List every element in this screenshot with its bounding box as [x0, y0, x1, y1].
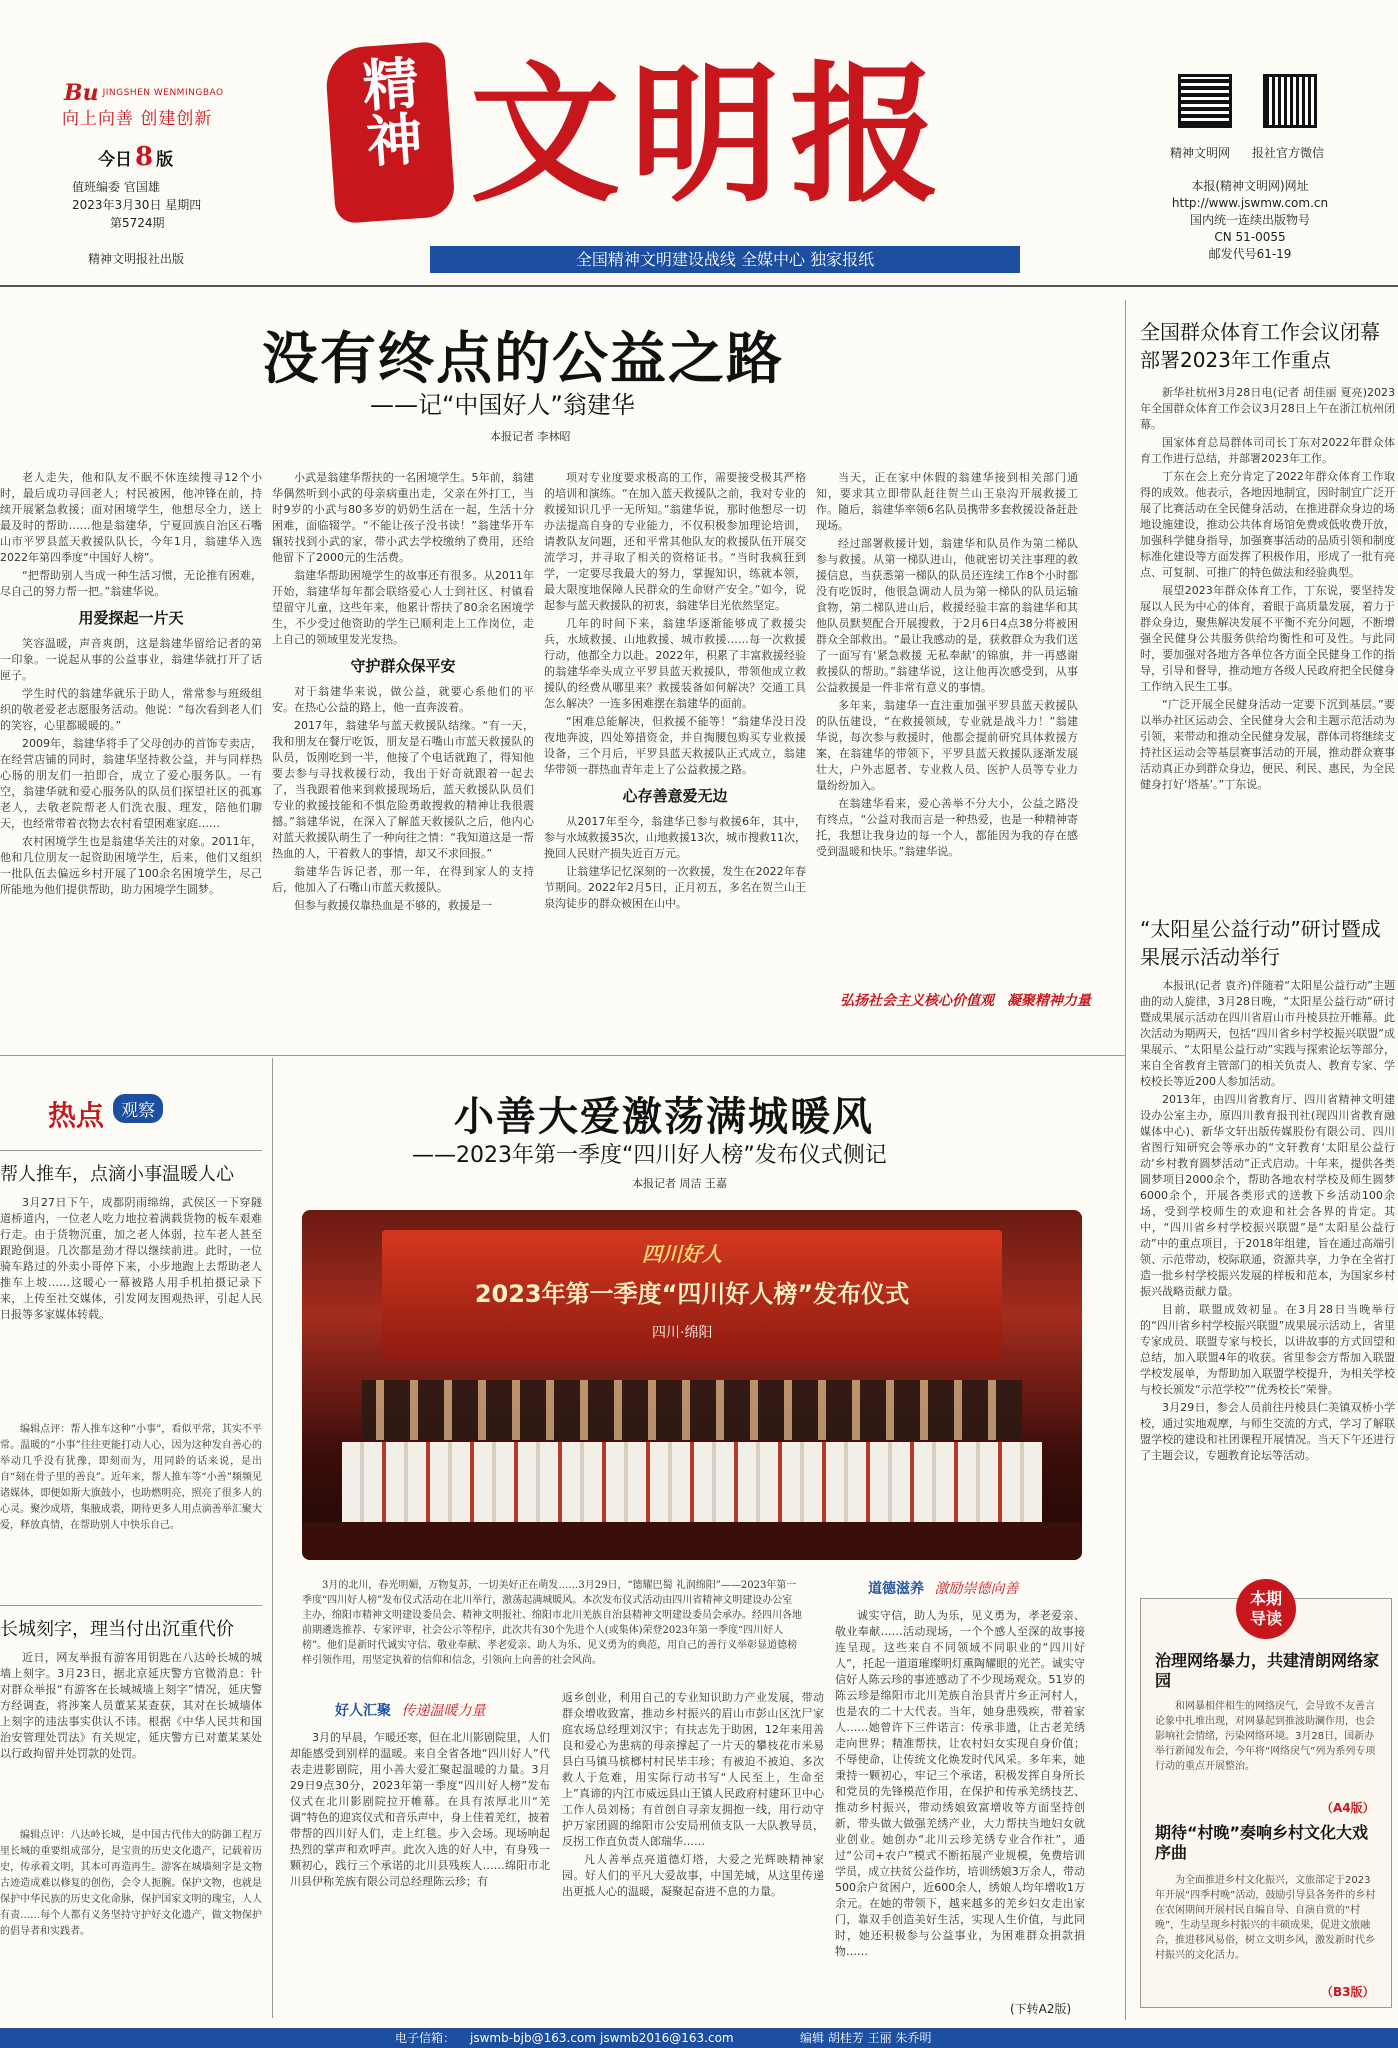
mid-col-c: 诚实守信，助人为乐，见义勇为，孝老爱亲、敬业奉献……活动现场，一个个感人至深的故事接连呈现。这些来自不同领域不同职业的“四川好人”，托起一道道璀璨明灯熏陶耀眼的光芒。诚实守信好人陈云珍的事迹感动了不少现场观众。51岁的陈云珍是绵阳市北川羌族自治县青片乡正河村人，也是农的二十大代表。当年，她身患残疾，带着家人……她曾许下三件诺言：传承非遗，让古老羌绣走向世界；精准帮扶，让农村妇女实现自身价值；不辱使命，让传统文化焕发时代风采。多年来，她秉持一颗初心，牢记三个承诺，积极发挥自身所长和党员的先锋模范作用，在保护和传承羌绣技艺、推动乡村振兴，带动绣娘致富增收等方面坚持创新，带头做大做强羌绣产业，大力帮扶当地妇女就业创业。她创办“北川云珍羌绣专业合作社”，通过“公司+农户”模式不断拓展产业规模，免费培训学员，成立扶贫公益作坊，培训绣娘3万余人，带动500余户贫困户，近600余人，绣娘人均年增收1万余元。在她的带领下，越来越多的羌乡妇女走出家门，靠双手创造美好生活，实现人生价值，与此同时，她还积极参与公益事业，为困难群众捐款捐物…… — [835, 1609, 1085, 1958]
qr2-label: 报社官方微信 — [1252, 146, 1325, 160]
mid-col-a: 3月的早晨，乍暖还寒，但在北川影剧院里，人们却能感受到别样的温暖。来自全省各地“四川好人”代表走进影剧院，用小善大爱汇聚起温暖的力量。3月29日9点30分，2023年第一季度“四川好人榜”发布仪式在北川影剧院拉开帷幕。在具有浓厚北川“羌调”特色的迎宾仪式和音乐声中，身上佳着羌红，披着带帮的四川好人们，走上红毯。步入会场。现场响起热烈的掌声和欢呼声。此次入选的好人中，有身残一颗初心，践行三个承诺的北川县残疾人……绵阳市北川县伊称羌族有限公司总经理陈云珍；有 — [290, 1731, 550, 1888]
photo-banner: 2023年第一季度“四川好人榜”发布仪式 — [474, 1280, 910, 1308]
mid-subtitle: ——2023年第一季度“四川好人榜”发布仪式侧记 — [412, 1143, 887, 1168]
footer-editors: 编辑 胡桂芳 王丽 朱乔明 — [800, 2031, 932, 2045]
hot-topics-label — [48, 1094, 163, 1134]
guide-badge: 本期 导读 — [1236, 1579, 1296, 1639]
footer-email-1[interactable]: jswmb-bjb@163.com — [470, 2031, 596, 2045]
logo-mark: Bu — [64, 80, 99, 106]
stage-screen — [382, 1230, 1002, 1360]
footer-email-2[interactable]: jswmb2016@163.com — [600, 2031, 734, 2045]
continued-note[interactable]: (下转A2版) — [1010, 2002, 1072, 2016]
guide-1-page[interactable]: （A4版） — [1321, 1801, 1375, 1815]
sec-a-heading: 好人汇聚 传递温暖力量 — [335, 1703, 486, 1719]
guide-1-title[interactable]: 治理网络暴力，共建清朗网络家园 — [1155, 1651, 1380, 1690]
mid-byline: 本报记者 周洁 王嘉 — [632, 1177, 727, 1190]
sunstar-title: “太阳星公益行动”研讨暨成果展示活动举行 — [1140, 917, 1381, 969]
guide-1-body: 和网暴相伴相生的网络戾气，会导致不友善言论象中扎堆出现，对网暴起到推波助澜作用，也会影响社会情绪，污染网络环境。3月28日，国新办举行新闻发布会，今年将“网络戾气”列为系列专项行动的重点开展整治。 — [1155, 1701, 1376, 1772]
lead-col-3: 项对专业度要求极高的工作，需要接受极其严格的培训和演练。“在加入蓝天救援队之前，我对专业的救援知识几乎一无所知。”翁建华说，那时他想尽一切办法提高自身的专业能力，不仅积极参加理论培训，请教队友问题，还和平常其他队友的救援队伍开展交流学习，并寻取了相关的资格证书。“当时我疯狂到学，一定要尽我最大的努力，掌握知识，练就本领，最大限度地保障人民群众的生命财产安全。”如今，说起参与蓝天救援队的初衷，翁建华目光依然坚定。 几年的时间下来，翁建华逐渐能够成了救援尖兵，水域救援、山地救援、城市救援……每一次救援行动，他都全力以赴。2022年，积累了丰富救援经验的翁建华牵头成立平罗县蓝天救援队，带领他成立救援队的经费从哪里来？救援装备如何解决？交通工具怎么解决？一连多困难摆在翁建华的面前。 “困难总能解决，但救援不能等！”翁建华没日没夜地奔波，四处筹措资金，并自掏腰包购买专业救援设备，三个月后，平罗县蓝天救援队正式成立，翁建华带领一群热血青年走上了公益救援之路。 心存善意爱无边 从2017年至今，翁建华已参与救援6年，其中，参与水域救援35次，山地救援13次，城市搜救11次，挽回人民财产损失近百万元。 让翁建华记忆深刻的一次救援，发生在2022年春节期间。2022年2月5日，正月初五，多名在贺兰山王泉沟徒步的群众被困在山中。 — [544, 471, 806, 910]
hot-item-1-body: 3月27日下午，成都阴雨绵绵，武侯区一下穿隧道桥道内，一位老人吃力地拉着满载货物的板车艰难行走。由于货物沉重，加之老人体弱，拉车老人甚至跟跄倒退。几次都是劲才得以继续前进。此时，一位骑车路过的外卖小哥停下来，小步地跑上去帮助老人推车上坡……这暖心一幕被路人用手机拍摄记录下来，上传至社交媒体，引发网友围观热评，引起人民日报等多家媒体转载。 — [0, 1196, 262, 1321]
hot-item-1-title: 帮人推车，点滴小事温暖人心 — [0, 1164, 234, 1185]
mid-intro: 3月的北川，春光明媚，万物复苏，一切美好正在萌发……3月29日，“德耀巴蜀 礼润绵阳”——2023年第一季度“四川好人榜”发布仪式活动在北川举行，激荡起满城暖风。本次发布仪式活动由四川省精神文明建设办公室主办，绵阳市精神文明建设委员会、精神文明报社、绵阳市北川羌族自治县精神文明建设委员会承办。经四川各地前期遴选推荐、专家评审，社会公示等程序，此次共有30个先进个人(或集体)荣登2023年第一季度“四川好人榜”。他们是新时代诚实守信、敬业奉献、孝老爱亲、助人为乐、见义勇为的典范，用自己的善行义举彰显道德榜样引领作用，用坚定执着的信仰和信念，引领向上向善的社会风尚。 — [302, 1580, 802, 1666]
date-line: 2023年3月30日 星期四 — [72, 198, 202, 212]
guide-2-title[interactable]: 期待“村晚”奏响乡村文化大戏序曲 — [1155, 1823, 1369, 1862]
sunstar-body: 本报讯(记者 袁齐)伴随着“太阳星公益行动”主题曲的动人旋律，3月28日晚，“太阳星公益行动”研讨暨成果展示活动在四川省眉山市丹棱县拉开帷幕。此次活动为期两天，包括“四川省乡村学校振兴联盟”成果展示、“太阳星公益行动”实践与探索论坛等部分，来自全省教育主管部门的相关负责人、教育专家、学校校长等近200人参加活动。 2013年，由四川省教育厅、四川省精神文明建设办公室主办，原四川教育报刊社(现四川省教育融媒体中心)、新华文轩出版传媒股份有限公司、四川省图行知研究会等承办的“文轩教育‘太阳星公益行动’乡村教育圆梦活动”正式启动。十年来，提供各类圆梦项目2000余个，帮助各地农村学校及师生圆梦6000余个，开展各类形式的送教下乡活动100余场，受到学校师生的欢迎和社会各界的肯定。其中，“四川省乡村学校振兴联盟”是“太阳星公益行动”中的重点项目，于2018年组建，旨在通过高端引领、示范带动，校际联通，资源共享，力争在全省打造一批乡村学校振兴发展的样板和范本，为国家乡村振兴战略贡献力量。 目前，联盟成效初显。在3月28日当晚举行的“四川省乡村学校振兴联盟”成果展示活动上，省里专家成员、联盟专家与校长，以讲故事的方式回望和总结，加入联盟4年的收获。省里参会方帮加入联盟学校发展单，为帮助加入联盟学校提升，为相关学校与校长颁发“示范学校”“优秀校长”荣誉。 3月29日，参会人员前往丹棱县仁美镇双桥小学校，通过实地观摩，与师生交流的方式，学习了解联盟学校的建设和社团课程开展情况。当天下午还进行了主题会议，专题教育论坛等活动。 — [1140, 979, 1395, 1462]
crowd-back-row — [362, 1380, 1022, 1440]
info-block: 本报(精神文明网)网址 http://www.jswmw.com.cn 国内统一连续出版物号 CN 51-0055 邮发代号61-19 — [1171, 179, 1329, 261]
guide-2-body: 为全面推进乡村文化振兴，文旅部定于2023年开展“四季村晚”活动，鼓励引导县各务件的乡村在农闲期间开展村民自编自导、自演自赏的“村晚”，生动呈现乡村振兴的丰硕成果，促进文旅融合，推进移风易俗，树立文明乡风，激发新时代乡村振兴的文化活力。 — [1155, 1875, 1376, 1961]
photo-place: 四川·绵阳 — [652, 1325, 713, 1341]
qr-code-website[interactable] — [1178, 74, 1232, 128]
footer-email-label: 电子信箱： — [395, 2031, 456, 2045]
editor-line: 值班编委 官国雄 — [72, 180, 160, 194]
today-pages: 今日 8 版 — [98, 142, 174, 172]
event-photo — [302, 1210, 1082, 1560]
title-seal — [324, 41, 456, 224]
hot-item-2-title: 长城刻字，理当付出沉重代价 — [0, 1619, 234, 1640]
mid-title: 小善大爱激荡满城暖风 — [454, 1094, 874, 1140]
guide-box — [1140, 1589, 1392, 2008]
lead-col-2: 小武是翁建华帮扶的一名困境学生。5年前，翁建华偶然听到小武的母亲病重出走，父亲在外打工，当时9岁的小武与80多岁的奶奶生活在一起，生活十分困难，面临辍学。“不能让孩子没书读！”翁建华开车辗转找到小武的家，带小武去学校缴纳了费用，还给他留下了2000元的生活费。 翁建华帮助困境学生的故事还有很多。从2011年开始，翁建华每年都会联络爱心人士到社区、村镇看望留守儿童，这些年来，他累计帮扶了80余名困境学生，不少受过他资助的学生已顺利走上工作岗位，走上自己的领域里发光发热。 守护群众保平安 对于翁建华来说，做公益，就要心系他们的平安。在热心公益的路上，他一直奔波着。 2017年，翁建华与蓝天救援队结缘。“有一天，我和朋友在餐厅吃饭，朋友是石嘴山市蓝天救援队的队员，饭刚吃到一半，他接了个电话就跑了，得知他要去参与寻找救援行动，我出于好奇就跟着一起去了，当我跟着他来到救援现场后，蓝天救援队队员们专业的救援技能和不惧危险勇敢搜救的精神让我很震撼。”翁建华说，在深入了解蓝天救援队之后，他内心对蓝天救援队萌生了一种向往之情：“我知道这是一帮热血的人，干着救人的事情，却又不求回报。” 翁建华告诉记者，那一年，在得到家人的支持后，他加入了石嘴山市蓝天救援队。 但参与救援仅靠热血是不够的，救援是一 — [272, 471, 534, 912]
brand-logo — [64, 80, 224, 106]
lead-col-1: 老人走失，他和队友不眠不休连续搜寻12个小时，最后成功寻回老人；村民被困，他冲锋在前，持续开展紧急救援；面对困境学生，他想尽全力，送上最及时的帮助……他是翁建华，宁夏回族自治区石嘴山市平罗县蓝天救援队队长，今年1月，翁建华入选2022年第四季度“中国好人榜”。 “把帮助别人当成一种生活习惯，无论推有困难，尽自己的努力帮一把。”翁建华说。 用爱探起一片天 笑容温暖，声音爽朗，这是翁建华留给记者的第一印象。一说起从事的公益事业，翁建华就打开了话匣子。 学生时代的翁建华就乐于助人，常常参与班级组织的敬老爱老志愿服务活动。他说：“每次看到老人们的笑容，心里都暖暖的。” 2009年，翁建华将手了父母创办的首饰专卖店，在经营店铺的同时，翁建华坚持救公益，并与同样热心肠的朋友们一拍即合，成立了爱心服务队。一有空，翁建华就和爱心服务队的队员们探望社区的孤寡老人，去敬老院帮老人们洗衣服、理发，陪他们聊天，也经常带着衣物去农村看望困难家庭…… 农村困境学生也是翁建华关注的对象。2011年，他和几位朋友一起资助困境学生，后来，他们又组织一批队伍去偏远乡村开展了100余名困境学生，尽己所能地为他们提供帮助，助力困境学生圆梦。 — [0, 471, 262, 896]
guide-2-page[interactable]: （B3版） — [1321, 1985, 1375, 1999]
hot-item-2-body: 近日，网友举报有游客用钥匙在八达岭长城的城墙上刻字。3月23日，据北京延庆警方官微消息：针对群众举报“有游客在长城城墙上刻字”情况，延庆警方经调查，将涉案人员董某某查获，其对在长城墙体上刻字的违法事实供认不讳。根据《中华人民共和国治安管理处罚法》有关规定，延庆警方已对董某某处以行政拘留并处罚款的处罚。 — [0, 1651, 262, 1760]
crowd-front-row — [342, 1442, 1042, 1522]
lead-col-4: 当天，正在家中休假的翁建华接到相关部门通知，要求其立即带队赶往贺兰山王泉沟开展救援工作。随后，翁建华率领6名队员携带多套救援设备赶赴现场。 经过部署救援计划，翁建华和队员作为第二梯队参与救援。从第一梯队进山，他就密切关注事理的救援信息，当获悉第一梯队的队员还连续工作8个小时都没有吃饭时，他很急调动人员为第一梯队的队员运输食物，第二梯队进山后，救援经验丰富的翁建华和其他队员默契配合开展搜救，于2月6日4点38分将被困群众全部救出。“最让我感动的是，获救群众为我们送了一面写有‘紧急救援 无私奉献’的锦旗，并一再感谢救援队的帮助。”翁建华说，这让他再次感受到，从事公益救援是一件非常有意义的事情。 多年来，翁建华一直注重加强平罗县蓝天救援队的队伍建设，“在救援领域，专业就是战斗力！”翁建华说，每次参与救援时，他都会提前研究具体救援方案，在翁建华的带领下，平罗县蓝天救援队逐渐发展壮大，户外志愿者、专业救人员、医护人员等专业力量纷纷加入。 在翁建华看来，爱心善举不分大小，公益之路没有终点，“公益对我而言是一种热爱，也是一种精神寄托，我想让我身边的每一个人，都能因为我的存在感受到温暖和快乐。”翁建华说。 — [816, 471, 1078, 858]
hot-item-2-comment: 编辑点评：八达岭长城，是中国古代伟大的防御工程万里长城的重要组成部分，是宝贵的历史文化遗产，记载着历史，传承着文明，其本可再造再生。游客在城墙刻字是文物古迹造成难以修复的创伤，会令人扼腕。保护文物，也就是保护中华民族的历史文化命脉，保护国家文明的瑰宝，人人有责……每个人都有义务坚持守护好文化遗产，做文物保护的倡导者和实践者。 — [0, 1830, 262, 1937]
sec-c-heading: 道德滋养 激励崇德向善 — [868, 1581, 1019, 1597]
sports-body: 新华社杭州3月28日电(记者 胡佳丽 夏亮)2023年全国群众体育工作会议3月28日上午在浙江杭州闭幕。 国家体育总局群体司司长丁东对2022年群众体育工作进行总结，并部署2023年工作。 丁东在会上充分肯定了2022年群众体育工作取得的成效。他表示，各地因地制宜，因时制宜广泛开展了比赛活动在全民健身活动，在推进群众身边的场地设施建设，推动公共体育场馆免费或低收费开放，加强科学健身指导，加强赛事活动的品质引领和制度标准化建设等方面发挥了积极作用，形成了一批有亮点、可复制、可推广的特色做法和经验典型。 展望2023年群众体育工作，丁东说，要坚持发展以人民为中心的体育，着眼于高质量发展，着力于群众身边，聚焦解决发展不平衡不充分问题，不断增强全民健身公共服务供给均衡性和可及性。与此同时，要加强对各地方各单位各方面全民健身工作的指导，引导和督导，推动地方各级人民政府把全民健身工作纳入民生工事。 “广泛开展全民健身活动一定要下沉到基层。”要以举办社区运动会、全民健身大会和主题示范活动为引领，来带动和推动全民健身发展，群体司将继续支持社区运动会等基层赛事活动的开展，推动群众赛事活动真正办到群众身边，便民、利民、惠民，为全民健身打好‘塔基’。”丁东说。 — [1140, 386, 1395, 791]
observe-label: 观察 — [113, 1094, 163, 1123]
title-small: 精神 — [351, 52, 426, 170]
core-values-slogan: 弘扬社会主义核心价值观 凝聚精神力量 — [840, 993, 1091, 1009]
hot-item-1-comment: 编辑点评：帮人推车这种“小事”，看似平常，其实不平常。温暖的“小事”往往更能打动人心，因为这种发自善心的举动几乎没有犹豫，即刻而为，用同龄的话来说，是出自“刻在骨子里的善良”。近年来，帮人推车等“小善”频频见诸媒体，即便如斯大旗鼓小，也助燃明亮，照亮了很多人的心灵。聚沙成塔，集腋成裘，期待更多人用点滴善举汇聚大爱，释放真情，在帮助别人中快乐自己。 — [0, 1424, 262, 1531]
lead-subtitle: ——记“中国好人”翁建华 — [370, 391, 635, 419]
qr-code-wechat[interactable] — [1263, 74, 1317, 128]
mid-col-b: 返乡创业，利用自己的专业知识助力产业发展，带动群众增收致富，推动乡村振兴的眉山市彭山区沈尸家庭农场总经理刘汉宇；有扶志先于助困，12年来用善良和爱心为患病的母亲撑起了一片天的攀枝花市米易县白马镇马槟榔村村民毕丰珍；有被迫不被迫、多次救人于危难，用实际行动书写“人民至上，生命至上”真谛的内江市威远县山王镇人民政府村建环卫中心工作人员刘杨；有首创自寻亲友拥抱一线，用行动守护万家团圆的绵阳市公安局刑侦支队一大队教导员，反拐工作直负责人郎瑞华…… 凡人善举点亮道德灯塔，大爱之光辉映精神家园。好人们的平凡大爱故事，中国羌城，从这里传递出更抵人心的温暖，凝聚起奋进不息的力量。 — [562, 1691, 824, 1898]
title-big: 文明报 — [470, 47, 951, 223]
publisher: 精神文明报社出版 — [88, 252, 185, 266]
qr1-label: 精神文明网 — [1170, 146, 1231, 160]
lead-title: 没有终点的公益之路 — [262, 327, 784, 392]
photo-badge: 四川好人 — [642, 1242, 722, 1266]
issue-line: 第5724期 — [110, 216, 165, 230]
slogan: 向上向善 创建创新 — [62, 109, 213, 129]
logo-pinyin: JINGSHEN WENMINGBAO — [102, 88, 224, 98]
masthead — [0, 0, 1398, 285]
hot-label: 热点 — [48, 1099, 105, 1132]
stage-floor — [302, 1522, 1082, 1560]
lead-byline: 本报记者 李林昭 — [490, 430, 571, 443]
sports-title: 全国群众体育工作会议闭幕部署2023年工作重点 — [1140, 320, 1380, 372]
masthead-banner: 全国精神文明建设战线 全媒中心 独家报纸 — [430, 246, 1020, 273]
footer-bar — [0, 2028, 1398, 2048]
